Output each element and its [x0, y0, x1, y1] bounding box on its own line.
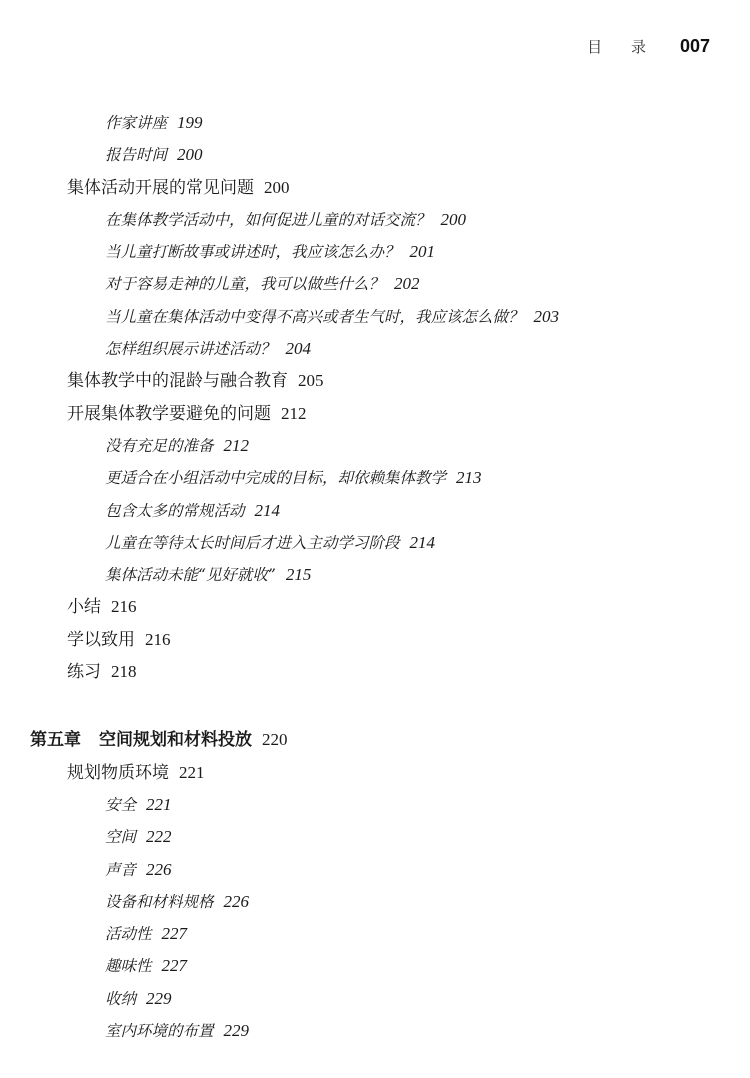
toc-subsection-entry — [0, 886, 750, 918]
toc-entry-page: 212 — [281, 403, 307, 423]
toc-subsection-entry — [0, 430, 750, 462]
toc-entry-page: 200 — [177, 145, 203, 165]
toc-entry-page: 221 — [179, 762, 205, 782]
toc-entry-title: 当儿童在集体活动中变得不高兴或者生气时，我应该怎么做？ — [105, 307, 524, 326]
toc-entry-page: 229 — [146, 988, 172, 1008]
toc-entry-title: 儿童在等待太长时间后才进入主动学习阶段 — [105, 533, 400, 552]
toc-entry-page: 201 — [409, 242, 436, 262]
toc-entry-title: 趣味性 — [105, 957, 152, 976]
toc-entry-title: 集体教学中的混龄与融合教育 — [67, 371, 288, 392]
toc-section-entry — [0, 365, 750, 397]
toc-entry-page: 222 — [146, 827, 172, 847]
toc-entry-title: 当儿童打断故事或讲述时，我应该怎么办？ — [105, 243, 400, 262]
toc-section-entry — [0, 624, 750, 656]
toc-subsection-entry — [0, 107, 750, 139]
toc-section-entry — [0, 656, 750, 688]
toc-section-entry — [0, 398, 750, 430]
toc-entry-page: 227 — [161, 956, 188, 976]
toc-subsection-entry — [0, 527, 750, 559]
toc-subsection-entry — [0, 918, 750, 950]
toc-entry-page: 229 — [223, 1021, 250, 1041]
toc-subsection-entry — [0, 236, 750, 268]
toc-entry-title: 集体活动未能“见好就收” — [105, 566, 276, 585]
toc-entry-title: 小结 — [67, 597, 101, 618]
toc-subsection-entry — [0, 495, 750, 527]
toc-subsection-entry — [0, 983, 750, 1015]
toc-entry-title: 没有充足的准备 — [105, 436, 214, 455]
toc-section-entry — [0, 757, 750, 789]
toc-subsection-entry — [0, 268, 750, 300]
toc-section-entry — [0, 591, 750, 623]
toc-entry-title: 规划物质环境 — [67, 762, 169, 783]
toc-entry-page: 199 — [177, 113, 203, 132]
toc-entry-page: 216 — [145, 629, 171, 649]
toc-entry-page: 200 — [264, 177, 290, 197]
toc-entry-title: 在集体教学活动中，如何促进儿童的对话交流？ — [105, 210, 431, 229]
toc-entry-page: 216 — [111, 597, 137, 617]
toc-subsection-entry — [0, 821, 750, 853]
toc-entry-title: 安全 — [105, 795, 137, 814]
toc-entry-page: 204 — [285, 339, 312, 359]
toc-entry-page: 221 — [146, 794, 172, 814]
header-title: 目 录 — [587, 38, 658, 56]
toc-entry-title: 设备和材料规格 — [105, 892, 214, 911]
toc-entry-title: 作家讲座 — [105, 114, 168, 132]
toc-subsection-entry — [0, 139, 750, 171]
toc-entry-page: 226 — [146, 859, 172, 879]
header-page-number: 007 — [679, 36, 710, 56]
toc-entry-title: 对于容易走神的儿童，我可以做些什么？ — [105, 275, 385, 294]
table-of-contents — [0, 107, 750, 1047]
toc-subsection-entry — [0, 204, 750, 236]
running-header — [587, 36, 710, 57]
toc-entry-title: 包含太多的常规活动 — [105, 501, 245, 520]
chapter-number: 第五章 — [30, 730, 81, 751]
toc-entry-title: 活动性 — [105, 925, 152, 944]
toc-subsection-entry — [0, 333, 750, 365]
toc-subsection-entry — [0, 789, 750, 821]
toc-entry-page: 200 — [440, 209, 467, 229]
toc-entry-page: 205 — [298, 371, 324, 391]
toc-entry-title: 集体活动开展的常见问题 — [67, 177, 254, 198]
toc-entry-title: 声音 — [105, 860, 137, 879]
toc-entry-title: 室内环境的布置 — [105, 1022, 214, 1041]
toc-entry-page: 227 — [161, 924, 188, 944]
toc-entry-title: 收纳 — [105, 989, 137, 1008]
toc-subsection-entry — [0, 1015, 750, 1047]
toc-entry-title: 开展集体教学要避免的问题 — [67, 403, 271, 424]
toc-entry-title: 学以致用 — [67, 629, 135, 650]
toc-chapter-entry — [0, 724, 750, 756]
toc-entry-page: 215 — [285, 565, 312, 585]
toc-entry-page: 214 — [254, 500, 281, 520]
toc-entry-page: 218 — [111, 662, 137, 682]
toc-subsection-entry — [0, 559, 750, 591]
toc-entry-page: 212 — [223, 435, 250, 455]
toc-entry-title: 空间规划和材料投放 — [99, 730, 252, 751]
toc-entry-page: 213 — [456, 468, 482, 488]
toc-entry-page: 226 — [223, 891, 250, 911]
toc-entry-title: 练习 — [67, 662, 101, 683]
toc-subsection-entry — [0, 301, 750, 333]
toc-entry-title: 空间 — [105, 828, 137, 847]
toc-entry-page: 220 — [262, 730, 288, 750]
toc-subsection-entry — [0, 462, 750, 494]
toc-entry-title: 怎样组织展示讲述活动？ — [105, 340, 276, 359]
toc-entry-page: 202 — [394, 274, 420, 294]
toc-section-entry — [0, 172, 750, 204]
toc-subsection-entry — [0, 950, 750, 982]
toc-subsection-entry — [0, 854, 750, 886]
toc-entry-page: 214 — [409, 532, 436, 552]
toc-entry-page: 203 — [533, 306, 560, 326]
toc-entry-title: 报告时间 — [105, 146, 168, 165]
toc-entry-title: 更适合在小组活动中完成的目标，却依赖集体教学 — [105, 469, 447, 488]
